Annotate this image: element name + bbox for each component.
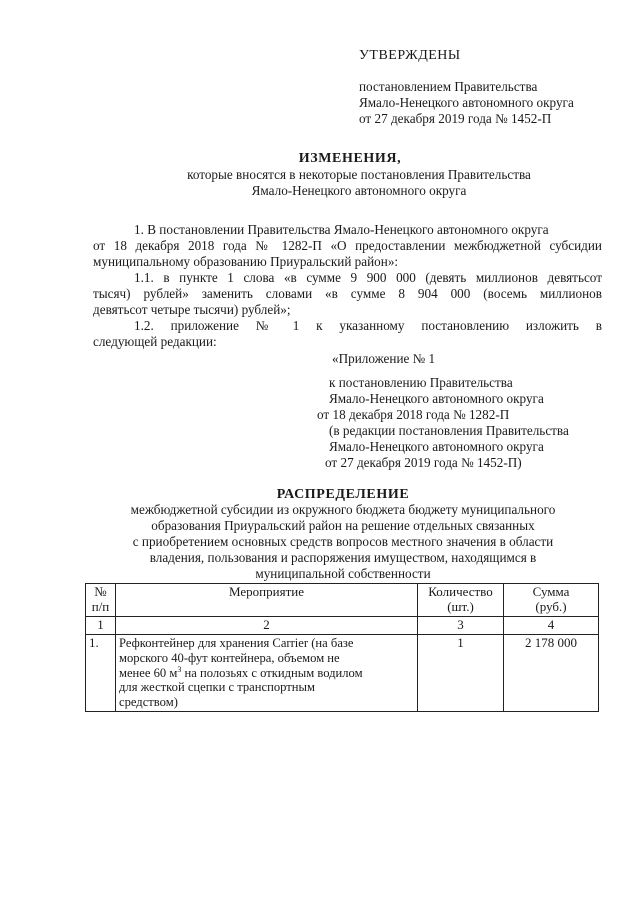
distribution-subtitle: с приобретением основных средств вопросов местного значения в области bbox=[132, 534, 554, 549]
paragraph-1: от 18 декабря 2018 года № 1282-П «О предоставлении межбюджетной субсидии bbox=[93, 238, 602, 253]
header-sum: Сумма (руб.) bbox=[504, 584, 599, 617]
changes-heading: ИЗМЕНЕНИЯ, bbox=[298, 151, 402, 166]
approval-line: от 27 декабря 2019 года № 1452-П bbox=[359, 111, 552, 126]
distribution-heading: РАСПРЕДЕЛЕНИЕ bbox=[276, 487, 410, 502]
column-number: 2 bbox=[116, 616, 418, 634]
row-sum: 2 178 000 bbox=[504, 634, 599, 711]
paragraph-1: 1. В постановлении Правительства Ямало-Ненецкого автономного округа bbox=[134, 222, 549, 237]
approval-line: постановлением Правительства bbox=[359, 79, 538, 94]
appendix-line: Ямало-Ненецкого автономного округа bbox=[329, 439, 544, 454]
changes-subtitle: которые вносятся в некоторые постановления Правительства bbox=[187, 167, 531, 182]
appendix-line: от 27 декабря 2019 года № 1452-П) bbox=[325, 455, 522, 470]
appendix-line: (в редакции постановления Правительства bbox=[329, 423, 569, 438]
appendix-line: Ямало-Ненецкого автономного округа bbox=[329, 391, 544, 406]
distribution-subtitle: образования Приуральский район на решение отдельных связанных bbox=[151, 518, 535, 533]
row-number: 1. bbox=[86, 634, 116, 711]
paragraph-1-1: девятьсот четыре тысячи) рублей»; bbox=[93, 302, 291, 317]
row-quantity: 1 bbox=[418, 634, 504, 711]
table-header-row bbox=[86, 584, 599, 617]
distribution-subtitle: межбюджетной субсидии из окружного бюджета бюджету муниципального bbox=[130, 502, 556, 517]
paragraph-1-1: 1.1. в пункте 1 слова «в сумме 9 900 000 (девять миллионов девятьсот bbox=[134, 270, 602, 285]
header-event: Мероприятие bbox=[116, 584, 418, 617]
paragraph-1-2: следующей редакции: bbox=[93, 334, 217, 349]
header-num: № п/п bbox=[86, 584, 116, 617]
paragraph-1: муниципальному образованию Приуральский район»: bbox=[93, 254, 399, 269]
column-number: 3 bbox=[418, 616, 504, 634]
appendix-line: от 18 декабря 2018 года № 1282-П bbox=[317, 407, 510, 422]
column-number: 1 bbox=[86, 616, 116, 634]
appendix-title: «Приложение № 1 bbox=[332, 351, 436, 366]
changes-subtitle: Ямало-Ненецкого автономного округа bbox=[251, 183, 467, 198]
header-qty: Количество (шт.) bbox=[418, 584, 504, 617]
column-number: 4 bbox=[504, 616, 599, 634]
approval-line: Ямало-Ненецкого автономного округа bbox=[359, 95, 574, 110]
paragraph-1-2: 1.2. приложение № 1 к указанному постановлению изложить в bbox=[134, 318, 602, 333]
distribution-subtitle: муниципальной собственности bbox=[255, 566, 431, 581]
table-row bbox=[86, 634, 599, 711]
distribution-subtitle: владения, пользования и распоряжения имуществом, находящимся в bbox=[149, 550, 537, 565]
column-number-row bbox=[86, 616, 599, 634]
approval-title: УТВЕРЖДЕНЫ bbox=[359, 48, 461, 63]
appendix-line: к постановлению Правительства bbox=[329, 375, 513, 390]
paragraph-1-1: тысяч) рублей» заменить словами «в сумме 8 904 000 (восемь миллионов bbox=[93, 286, 602, 301]
row-event: Рефконтейнер для хранения Carrier (на базе морского 40-фут контейнера, объемом не менее 60 $м^3$ на полозьях с откидным водилом для жесткой сцепки с транспортным средством) bbox=[116, 634, 418, 711]
distribution-table bbox=[85, 583, 599, 712]
